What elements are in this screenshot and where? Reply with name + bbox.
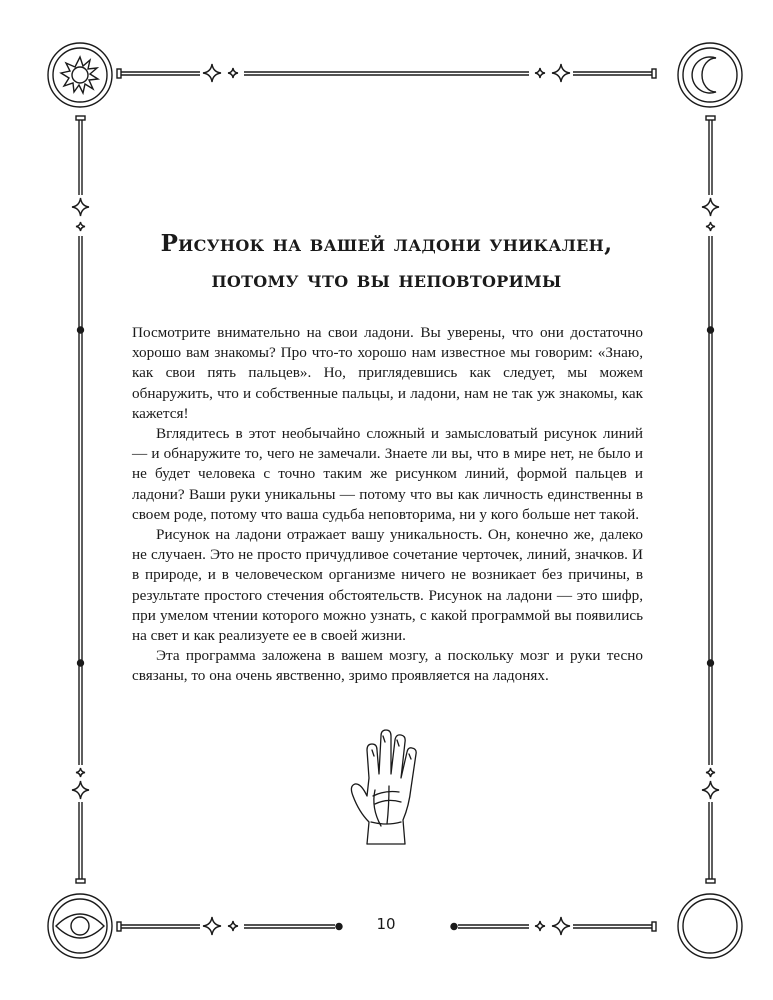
paragraph: Посмотрите внимательно на свои ладони. Вы уверены, что они достаточно хорошо вам знакомы? Про что-то хорошо нам известное мы говорим: «Знаю, как свои пять пальцев». Но, приглядевшись как следует, мы можем обнаружить, что и собственные пальцы, и ладони, нам не так уж знакомы, как кажется! bbox=[132, 324, 643, 422]
chapter-heading bbox=[100, 226, 673, 298]
right-border bbox=[702, 116, 719, 883]
heading-line-1: Рисунок на вашей ладони уникален, bbox=[160, 230, 613, 257]
circle-icon bbox=[678, 894, 742, 958]
paragraph: Эта программа заложена в вашем мозгу, а поскольку мозг и руки тесно связаны, то она очень явственно, зримо проявляется на ладонях. bbox=[132, 647, 643, 685]
crescent-moon-icon bbox=[678, 43, 742, 107]
paragraph: Рисунок на ладони отражает вашу уникальность. Он, конечно же, далеко не случаен. Это не просто причудливое сочетание черточек, линий, значков. И в природе, и в человеческом организме ничего не возникает без причины, в результате простого стечения обстоятельств. Рисунок на ладони — это шифр, при умелом чтении которого можно узнать, с какой программой вы появились на свет и как реализуете ее в своей жизни. bbox=[132, 526, 643, 645]
body-text bbox=[132, 323, 643, 687]
heading-line-2: потому что вы неповторимы bbox=[211, 266, 562, 293]
top-border bbox=[117, 64, 656, 82]
paragraph: Вглядитесь в этот необычайно сложный и замысловатый рисунок линий — и обнаружите то, чего не замечали. Знаете ли вы, что в мире нет, не было и не будет человека с точно таким же рисунком линий, формой пальцев и ладони? Ваши руки уникальны — потому что вы как личность единственны в своем роде, потому что ваша судьба неповторима, ни у кого больше нет такой. bbox=[132, 425, 643, 523]
left-border bbox=[72, 116, 89, 883]
page-number: 10 bbox=[376, 915, 396, 933]
palm-icon bbox=[345, 726, 429, 846]
sun-icon bbox=[48, 43, 112, 107]
eye-icon bbox=[48, 894, 112, 958]
